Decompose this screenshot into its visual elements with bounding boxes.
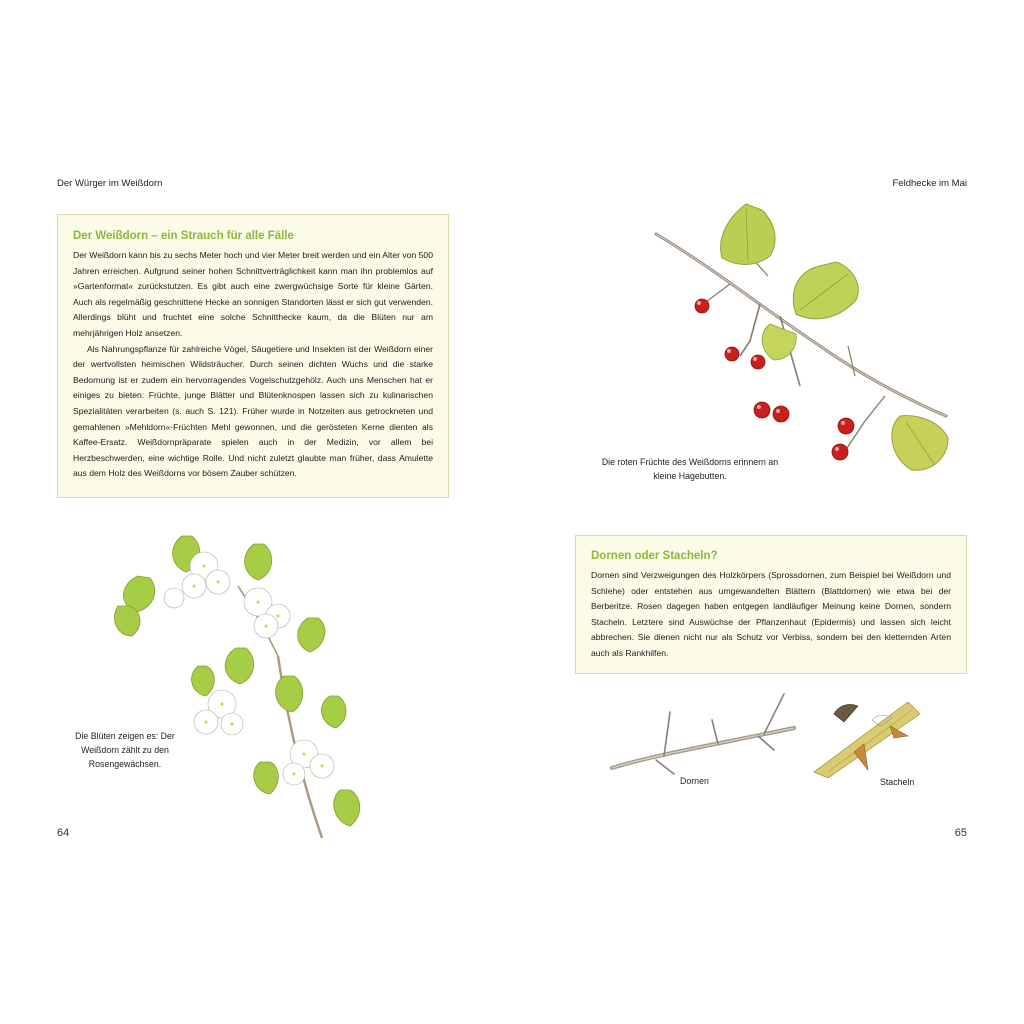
- prickle-stem-illustration: [808, 692, 926, 778]
- hawthorn-blossom-illustration: [108, 526, 378, 842]
- page-number-right: 65: [954, 827, 967, 839]
- running-head-right: Feldhecke im Mai: [892, 178, 967, 189]
- infobox-weissdorn-paragraph-1: Der Weißdorn kann bis zu sechs Meter hoch und vier Meter breit werden und ein Alter von 500 Jahren erreichen. Aufgrund seiner hohen Schnittverträglichkeit kann man ihn problemlos auf »Gartenformat« zurückstutzen. Es gibt auch eine zwergwüchsige Sorte für kleine Gärten. Auch als regelmäßig geschnittene Hecke an sonnigen Standorten lässt er sich gut verwenden. Allerdings blüht und fruchtet eine solche Schnitthecke kaum, da die Blüten nur am mehrjährigen Holz ansetzen.: [73, 250, 433, 338]
- infobox-weissdorn-paragraph-2: Als Nahrungspflanze für zahlreiche Vögel, Säugetiere und Insekten ist der Weißdorn einer der wertvollsten heimischen Wildsträucher. Durch seinen dichten Wuchs und die starke Bedornung ist er zudem ein hervorragendes Vogelschutzgehölz. Auch uns Menschen hat er einiges zu bieten: Früchte, junge Blätter und Blütenknospen lassen sich zu kulinarischen Spezialitäten verarbeiten (s. auch S. 121). Früher wurde in Notzeiten aus getrockneten und gemahlenen »Mehldorn«-Früchten Mehl gewonnen, und die gerösteten Kerne dienten als Kaffee-Ersatz. Weißdornpräparate spielen auch in der Medizin, vor allem bei Herzbeschwerden, eine wichtige Rolle. Und nicht zuletzt glaubte man früher, dass Amulette aus dem Holz des Weißdorns vor bösem Zauber schützen.: [73, 343, 433, 479]
- running-head-left: Der Würger im Weißdorn: [57, 178, 163, 189]
- infobox-weissdorn: [57, 214, 449, 498]
- fruit-caption: Die roten Früchte des Weißdorns erinnern an kleine Hagebutten.: [601, 457, 779, 481]
- hawthorn-fruit-branch-illustration: [650, 196, 960, 476]
- stacheln-label: Stacheln: [880, 777, 915, 787]
- dornen-label: Dornen: [680, 776, 709, 786]
- thorn-branch-illustration: [608, 688, 798, 776]
- infobox-weissdorn-title: Der Weißdorn – ein Strauch für alle Fälle: [73, 230, 294, 242]
- bloom-caption: Die Blüten zeigen es: Der Weißdorn zählt zu den Rosengewächsen.: [75, 731, 175, 769]
- infobox-dornen: [575, 535, 967, 674]
- page-number-left: 64: [57, 827, 70, 839]
- infobox-dornen-paragraph: Dornen sind Verzweigungen des Holzkörpers (Sprossdornen, zum Beispiel bei Weißdorn und Schlehe) oder entstehen aus umgewandelten Blättern (Blattdornen) wie etwa bei der Berberitze. Rosen dagegen haben entgegen landläufiger Meinung keine Dornen, sondern Stacheln. Letztere sind Auswüchse der Pflanzenhaut (Epidermis) und lassen sich leicht abbrechen. Sie dienen nicht nur als Schutz vor Verbiss, sondern bei den kletternden Arten auch als Rankhilfen.: [591, 570, 951, 658]
- infobox-dornen-title: Dornen oder Stacheln?: [591, 550, 718, 562]
